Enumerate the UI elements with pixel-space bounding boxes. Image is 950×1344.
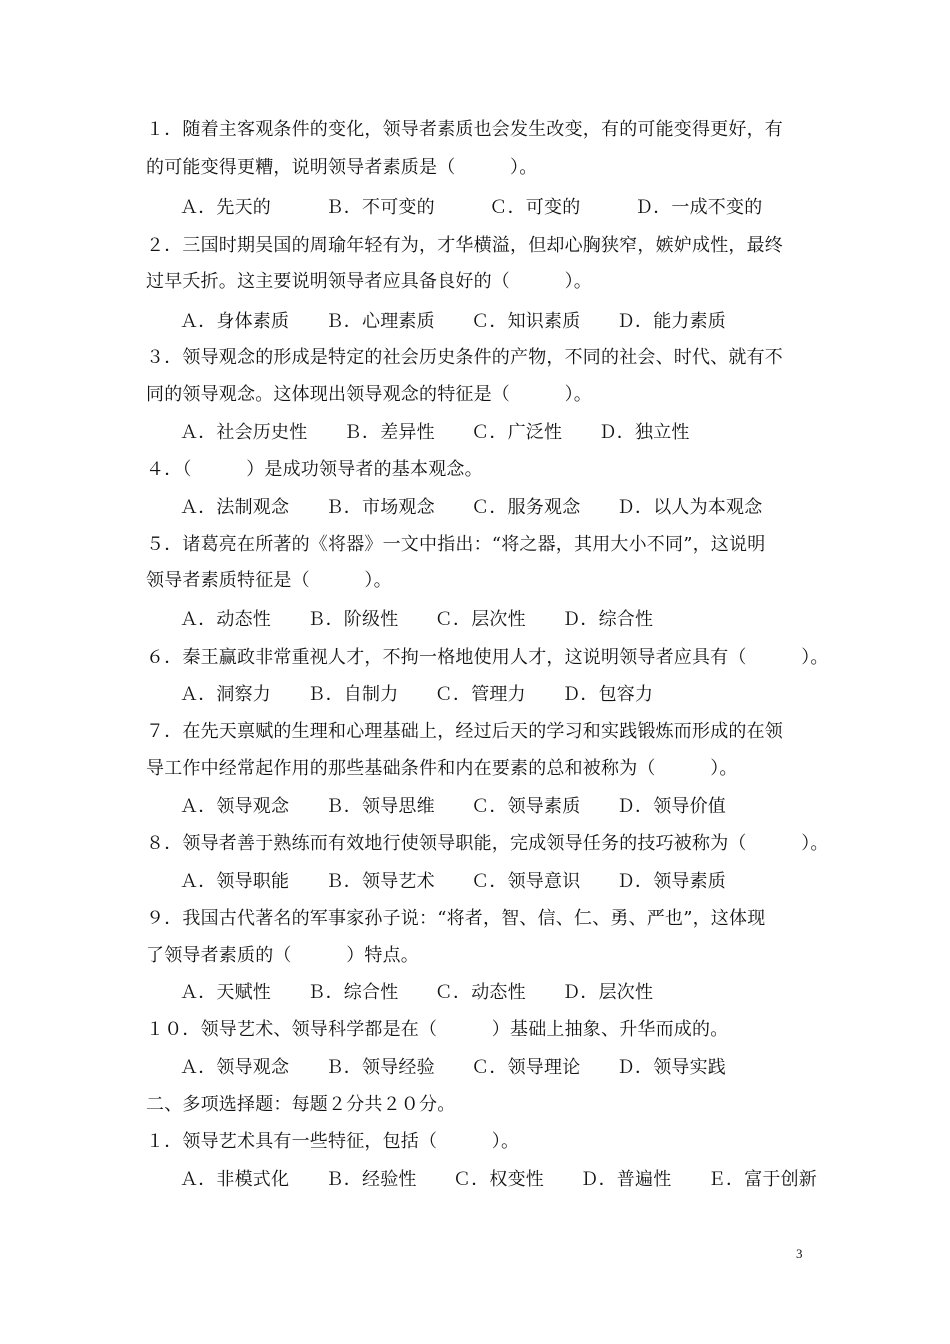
question-1-options: Ａ．先天的 Ｂ．不可变的 Ｃ．可变的 Ｄ．一成不变的 <box>180 197 763 218</box>
mc-question-1-line-1: １．领导艺术具有一些特征，包括（ ）。 <box>146 1131 520 1152</box>
question-7-line-2: 导工作中经常起作用的那些基础条件和内在要素的总和被称为（ ）。 <box>146 758 738 779</box>
section-heading-multiple-choice: 二、多项选择题：每题２分共２０分。 <box>146 1094 456 1115</box>
question-2-line-2: 过早夭折。这主要说明领导者应具备良好的（ ）。 <box>146 271 592 292</box>
question-2-options: Ａ．身体素质 Ｂ．心理素质 Ｃ．知识素质 Ｄ．能力素质 <box>180 311 726 332</box>
question-10-options: Ａ．领导观念 Ｂ．领导经验 Ｃ．领导理论 Ｄ．领导实践 <box>180 1057 726 1078</box>
question-8-line-1: ８．领导者善于熟练而有效地行使领导职能，完成领导任务的技巧被称为（ ）。 <box>146 833 829 854</box>
question-8-options: Ａ．领导职能 Ｂ．领导艺术 Ｃ．领导意识 Ｄ．领导素质 <box>180 871 726 892</box>
question-9-options: Ａ．天赋性 Ｂ．综合性 Ｃ．动态性 Ｄ．层次性 <box>180 982 654 1003</box>
question-4-options: Ａ．法制观念 Ｂ．市场观念 Ｃ．服务观念 Ｄ．以人为本观念 <box>180 497 763 518</box>
question-3-options: Ａ．社会历史性 Ｂ．差异性 Ｃ．广泛性 Ｄ．独立性 <box>180 422 690 443</box>
question-1-line-2: 的可能变得更糟，说明领导者素质是（ ）。 <box>146 157 538 178</box>
mc-question-1-options: Ａ．非模式化 Ｂ．经验性 Ｃ．权变性 Ｄ．普遍性 Ｅ．富于创新 <box>180 1169 817 1190</box>
question-2-line-1: ２．三国时期吴国的周瑜年轻有为，才华横溢，但却心胸狭窄，嫉妒成性，最终 <box>146 235 783 256</box>
question-1-line-1: １．随着主客观条件的变化，领导者素质也会发生改变，有的可能变得更好，有 <box>146 119 783 140</box>
question-10-line-1: １０．领导艺术、领导科学都是在（ ）基础上抽象、升华而成的。 <box>146 1019 729 1040</box>
question-9-line-2: 了领导者素质的（ ）特点。 <box>146 945 419 966</box>
question-5-line-1: ５．诸葛亮在所著的《将器》一文中指出：“将之器，其用大小不同”，这说明 <box>146 534 766 555</box>
question-6-line-1: ６．秦王赢政非常重视人才，不拘一格地使用人才，这说明领导者应具有（ ）。 <box>146 647 829 668</box>
question-4-line-1: ４．（ ）是成功领导者的基本观念。 <box>146 459 483 480</box>
question-7-options: Ａ．领导观念 Ｂ．领导思维 Ｃ．领导素质 Ｄ．领导价值 <box>180 796 726 817</box>
question-3-line-2: 同的领导观念。这体现出领导观念的特征是（ ）。 <box>146 384 592 405</box>
question-3-line-1: ３．领导观念的形成是特定的社会历史条件的产物，不同的社会、时代、就有不 <box>146 347 783 368</box>
question-7-line-1: ７．在先天禀赋的生理和心理基础上，经过后天的学习和实践锻炼而形成的在领 <box>146 721 783 742</box>
question-5-options: Ａ．动态性 Ｂ．阶级性 Ｃ．层次性 Ｄ．综合性 <box>180 609 654 630</box>
page-number: 3 <box>796 1246 803 1261</box>
question-9-line-1: ９．我国古代著名的军事家孙子说：“将者，智、信、仁、勇、严也”，这体现 <box>146 908 766 929</box>
question-6-options: Ａ．洞察力 Ｂ．自制力 Ｃ．管理力 Ｄ．包容力 <box>180 684 654 705</box>
question-5-line-2: 领导者素质特征是（ ）。 <box>146 570 392 591</box>
